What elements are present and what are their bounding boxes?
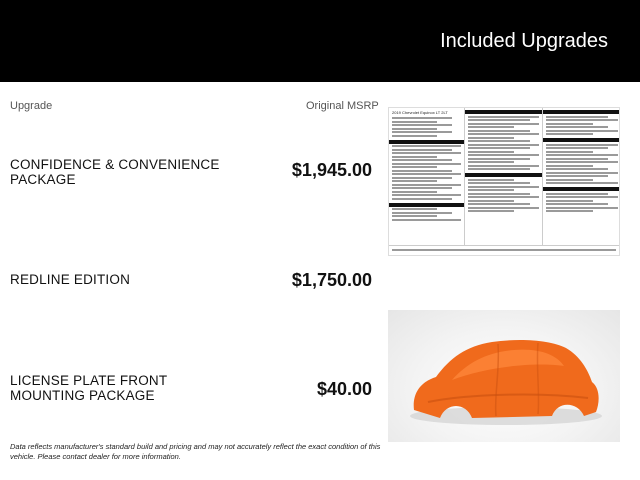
sticker-vehicle-title: 2019 Chevrolet Equinox LT 2LT bbox=[392, 110, 448, 115]
sticker-column bbox=[543, 108, 620, 245]
sticker-column bbox=[389, 108, 465, 245]
covered-vehicle-image bbox=[388, 310, 620, 442]
upgrade-price: $1,945.00 bbox=[291, 160, 372, 180]
upgrade-name: LICENSE PLATE FRONT MOUNTING PACKAGE bbox=[10, 373, 168, 403]
upgrade-price: $1,750.00 bbox=[291, 270, 372, 290]
upgrade-name: REDLINE EDITION bbox=[10, 272, 131, 287]
sticker-column bbox=[465, 108, 543, 245]
window-sticker-image bbox=[388, 107, 620, 256]
upgrade-price: $40.00 bbox=[316, 379, 372, 399]
page-title: Included Upgrades bbox=[440, 30, 608, 52]
upgrade-name: CONFIDENCE & CONVENIENCE PACKAGE bbox=[10, 157, 220, 187]
car-cover-illustration bbox=[388, 310, 620, 442]
msrp-column-header: Original MSRP bbox=[306, 100, 379, 112]
disclaimer-text: Data reflects manufacturer's standard build and pricing and may not accurately reflect the exact condition of this vehicle. Please contact dealer for more information. bbox=[10, 442, 381, 461]
header-bar bbox=[0, 0, 640, 82]
upgrade-column-header: Upgrade bbox=[10, 100, 53, 112]
sticker-footer bbox=[389, 245, 619, 255]
